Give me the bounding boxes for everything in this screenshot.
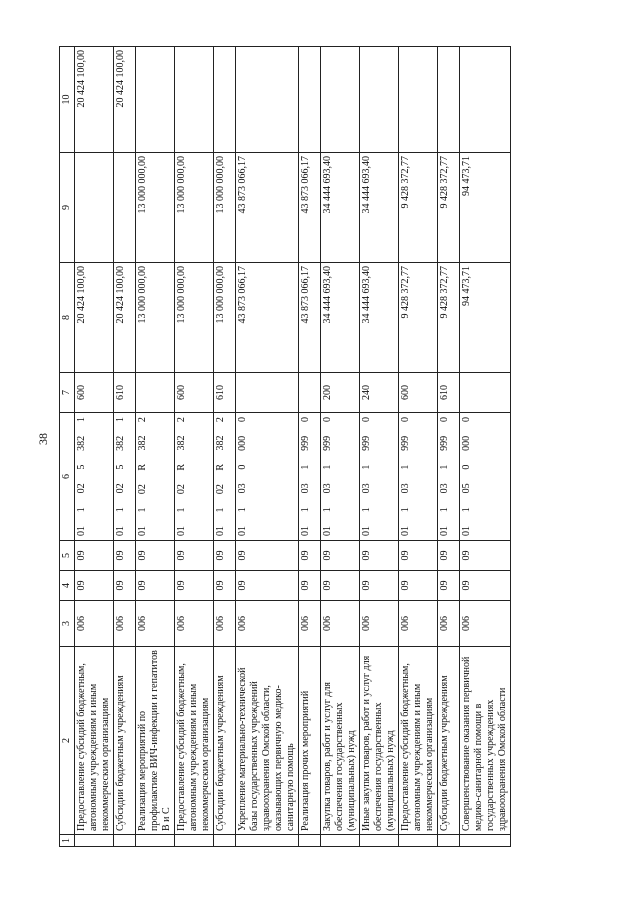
cell-amount-total: 43 873 066,17 <box>299 263 321 373</box>
target-article-code <box>439 416 451 537</box>
code-part: 03 <box>439 483 450 494</box>
code-part: 03 <box>322 483 333 494</box>
cell-amount-total: 20 424 100,00 <box>75 263 114 373</box>
cell-subsection: 09 <box>136 541 175 571</box>
cell-col1 <box>236 835 299 847</box>
code-part: 03 <box>300 483 311 494</box>
target-article-code <box>76 416 88 537</box>
cell-expense-type: 240 <box>360 373 399 413</box>
column-header: 5 <box>60 541 75 571</box>
code-part: 382 <box>115 435 126 451</box>
column-header: 7 <box>60 373 75 413</box>
cell-amount-col10 <box>175 47 214 153</box>
cell-code: 006 <box>321 601 360 647</box>
cell-amount-col10 <box>460 47 511 153</box>
code-part: 2 <box>215 417 226 423</box>
cell-col1 <box>360 835 399 847</box>
cell-section: 09 <box>460 571 511 601</box>
cell-subsection: 09 <box>321 541 360 571</box>
cell-amount-col10 <box>438 47 460 153</box>
cell-section: 09 <box>360 571 399 601</box>
code-part: 1 <box>300 507 311 513</box>
code-part: 1 <box>237 507 248 513</box>
cell-amount-col9: 43 873 066,17 <box>299 153 321 263</box>
code-part: 382 <box>76 435 87 451</box>
table-row <box>114 47 136 847</box>
column-header: 4 <box>60 571 75 601</box>
cell-subsection: 09 <box>236 541 299 571</box>
cell-expense-type <box>460 373 511 413</box>
cell-name: Субсидии бюджетным учреждениям <box>114 647 136 835</box>
cell-amount-total: 13 000 000,00 <box>136 263 175 373</box>
cell-section: 09 <box>299 571 321 601</box>
code-part: 0 <box>461 417 472 423</box>
cell-expense-type <box>299 373 321 413</box>
code-part: 1 <box>361 464 372 470</box>
code-part: 0 <box>322 417 333 423</box>
cell-amount-col9: 9 428 372,77 <box>438 153 460 263</box>
code-part: 01 <box>461 526 472 536</box>
code-part: R <box>215 463 226 471</box>
cell-amount-col9: 43 873 066,17 <box>236 153 299 263</box>
cell-col1 <box>399 835 438 847</box>
code-part: R <box>137 463 148 471</box>
cell-section: 09 <box>321 571 360 601</box>
code-part: 03 <box>361 483 372 494</box>
target-article-code <box>137 416 149 537</box>
table-row <box>214 47 236 847</box>
cell-expense-type <box>236 373 299 413</box>
cell-target-article <box>75 413 114 541</box>
code-part: 1 <box>361 507 372 513</box>
target-article-code <box>115 416 127 537</box>
code-part: 0 <box>461 464 472 470</box>
cell-amount-total: 13 000 000,00 <box>214 263 236 373</box>
cell-subsection: 09 <box>114 541 136 571</box>
code-part: 1 <box>76 507 87 513</box>
target-article-code <box>300 416 312 537</box>
code-part: 02 <box>176 484 187 495</box>
cell-name: Субсидии бюджетным учреждениям <box>214 647 236 835</box>
code-part: 01 <box>322 526 333 536</box>
cell-target-article <box>360 413 399 541</box>
cell-section: 09 <box>75 571 114 601</box>
table-row <box>175 47 214 847</box>
table-row <box>438 47 460 847</box>
cell-expense-type: 600 <box>75 373 114 413</box>
cell-target-article <box>399 413 438 541</box>
cell-amount-total: 34 444 693,40 <box>360 263 399 373</box>
table-row <box>75 47 114 847</box>
cell-amount-col10 <box>299 47 321 153</box>
code-part: 382 <box>137 435 148 451</box>
cell-section: 09 <box>399 571 438 601</box>
cell-code: 006 <box>236 601 299 647</box>
cell-expense-type: 200 <box>321 373 360 413</box>
cell-amount-total: 20 424 100,00 <box>114 263 136 373</box>
cell-amount-total: 94 473,71 <box>460 263 511 373</box>
cell-expense-type: 600 <box>399 373 438 413</box>
code-part: 03 <box>400 483 411 494</box>
cell-name: Реализация прочих мероприятий <box>299 647 321 835</box>
column-header: 10 <box>60 47 75 153</box>
cell-code: 006 <box>399 601 438 647</box>
cell-amount-col9 <box>75 153 114 263</box>
code-part: 000 <box>461 435 472 451</box>
column-header: 6 <box>60 413 75 541</box>
code-part: 01 <box>76 526 87 536</box>
table-row <box>460 47 511 847</box>
cell-subsection: 09 <box>214 541 236 571</box>
cell-code: 006 <box>114 601 136 647</box>
code-part: 1 <box>137 507 148 513</box>
cell-name: Иные закупки товаров, работ и услуг для обеспечения государственных (муниципальных) нужд <box>360 647 399 835</box>
code-part: 05 <box>461 483 472 494</box>
cell-amount-col10 <box>136 47 175 153</box>
column-header: 1 <box>60 835 75 847</box>
cell-name: Предоставление субсидий бюджетным, автономным учреждениям и иным некоммерческим организациям <box>175 647 214 835</box>
cell-subsection: 09 <box>360 541 399 571</box>
code-part: 01 <box>215 526 226 536</box>
cell-subsection: 09 <box>438 541 460 571</box>
cell-name: Укрепление материально-технической базы государственных учреждений здравоохранения Омской области, оказывающих первичную медико-санитарную помощь <box>236 647 299 835</box>
code-part: 01 <box>361 526 372 536</box>
cell-code: 006 <box>360 601 399 647</box>
code-part: 999 <box>300 435 311 451</box>
cell-name: Совершенствование оказания первичной медико-санитарной помощи в государственных учреждениях здравоохранения Омской области <box>460 647 511 835</box>
code-part: 382 <box>176 435 187 451</box>
cell-amount-col9: 13 000 000,00 <box>136 153 175 263</box>
cell-amount-col10 <box>214 47 236 153</box>
cell-target-article <box>214 413 236 541</box>
target-article-code <box>322 416 334 537</box>
code-part: 1 <box>215 507 226 513</box>
cell-amount-col9 <box>114 153 136 263</box>
cell-amount-col9: 13 000 000,00 <box>175 153 214 263</box>
table-row <box>136 47 175 847</box>
target-article-code <box>215 416 227 537</box>
code-part: 1 <box>439 507 450 513</box>
code-part: 5 <box>76 464 87 470</box>
code-part: 01 <box>115 526 126 536</box>
cell-section: 09 <box>114 571 136 601</box>
cell-name: Реализация мероприятий по профилактике ВИЧ-инфекции и гепатитов В и С <box>136 647 175 835</box>
table-row <box>299 47 321 847</box>
cell-expense-type: 610 <box>214 373 236 413</box>
cell-amount-col9: 34 444 693,40 <box>321 153 360 263</box>
target-article-code <box>461 416 473 537</box>
cell-col1 <box>75 835 114 847</box>
target-article-code <box>400 416 412 537</box>
cell-expense-type: 610 <box>438 373 460 413</box>
cell-amount-col10 <box>399 47 438 153</box>
code-part: 1 <box>400 464 411 470</box>
code-part: 01 <box>237 526 248 536</box>
cell-name: Предоставление субсидий бюджетным, автономным учреждениям и иным некоммерческим организациям <box>399 647 438 835</box>
cell-col1 <box>460 835 511 847</box>
cell-amount-col9: 94 473,71 <box>460 153 511 263</box>
cell-section: 09 <box>214 571 236 601</box>
code-part: 02 <box>115 483 126 494</box>
cell-col1 <box>299 835 321 847</box>
cell-code: 006 <box>438 601 460 647</box>
column-header: 2 <box>60 647 75 835</box>
column-header: 3 <box>60 601 75 647</box>
cell-expense-type <box>136 373 175 413</box>
code-part: 0 <box>400 417 411 423</box>
code-part: 0 <box>361 417 372 423</box>
cell-amount-col10 <box>360 47 399 153</box>
cell-target-article <box>299 413 321 541</box>
cell-code: 006 <box>175 601 214 647</box>
code-part: 5 <box>115 464 126 470</box>
cell-amount-col10: 20 424 100,00 <box>75 47 114 153</box>
cell-col1 <box>114 835 136 847</box>
cell-section: 09 <box>438 571 460 601</box>
column-header: 9 <box>60 153 75 263</box>
cell-col1 <box>136 835 175 847</box>
code-part: R <box>176 463 187 471</box>
code-part: 999 <box>439 435 450 451</box>
table-row <box>399 47 438 847</box>
code-part: 999 <box>400 435 411 451</box>
code-part: 999 <box>322 435 333 451</box>
cell-code: 006 <box>460 601 511 647</box>
code-part: 382 <box>215 435 226 451</box>
cell-target-article <box>236 413 299 541</box>
cell-section: 09 <box>236 571 299 601</box>
cell-section: 09 <box>175 571 214 601</box>
cell-amount-total: 13 000 000,00 <box>175 263 214 373</box>
table-row <box>321 47 360 847</box>
cell-subsection: 09 <box>399 541 438 571</box>
cell-col1 <box>321 835 360 847</box>
header-row <box>60 47 75 847</box>
code-part: 01 <box>400 526 411 536</box>
code-part: 1 <box>115 507 126 513</box>
code-part: 2 <box>176 417 187 423</box>
table-row <box>236 47 299 847</box>
code-part: 1 <box>76 417 87 423</box>
cell-amount-col10 <box>236 47 299 153</box>
cell-code: 006 <box>136 601 175 647</box>
cell-name: Субсидии бюджетным учреждениям <box>438 647 460 835</box>
code-part: 1 <box>439 464 450 470</box>
cell-target-article <box>321 413 360 541</box>
cell-target-article <box>438 413 460 541</box>
code-part: 1 <box>461 507 472 513</box>
target-article-code <box>176 416 188 537</box>
code-part: 01 <box>439 526 450 536</box>
code-part: 01 <box>176 526 187 536</box>
cell-amount-col9: 9 428 372,77 <box>399 153 438 263</box>
cell-subsection: 09 <box>299 541 321 571</box>
cell-target-article <box>460 413 511 541</box>
cell-target-article <box>175 413 214 541</box>
cell-amount-col10: 20 424 100,00 <box>114 47 136 153</box>
code-part: 02 <box>215 484 226 495</box>
cell-amount-col9: 13 000 000,00 <box>214 153 236 263</box>
budget-table <box>59 46 511 847</box>
cell-amount-total: 34 444 693,40 <box>321 263 360 373</box>
table-row <box>360 47 399 847</box>
code-part: 0 <box>300 417 311 423</box>
code-part: 1 <box>115 417 126 423</box>
code-part: 999 <box>361 435 372 451</box>
code-part: 1 <box>322 507 333 513</box>
cell-section: 09 <box>136 571 175 601</box>
code-part: 0 <box>439 417 450 423</box>
cell-expense-type: 610 <box>114 373 136 413</box>
column-header: 8 <box>60 263 75 373</box>
code-part: 1 <box>300 464 311 470</box>
code-part: 03 <box>237 483 248 494</box>
cell-col1 <box>214 835 236 847</box>
code-part: 0 <box>237 417 248 423</box>
page-number: 38 <box>36 433 50 445</box>
cell-subsection: 09 <box>175 541 214 571</box>
cell-name: Закупка товаров, работ и услуг для обеспечения государственных (муниципальных) нужд <box>321 647 360 835</box>
target-article-code <box>361 416 373 537</box>
cell-target-article <box>136 413 175 541</box>
code-part: 02 <box>76 483 87 494</box>
cell-amount-col9: 34 444 693,40 <box>360 153 399 263</box>
cell-col1 <box>175 835 214 847</box>
cell-code: 006 <box>75 601 114 647</box>
cell-name: Предоставление субсидий бюджетным, автономным учреждениям и иным некоммерческим организациям <box>75 647 114 835</box>
code-part: 01 <box>137 526 148 536</box>
code-part: 1 <box>176 507 187 513</box>
target-article-code <box>237 416 249 537</box>
cell-amount-total: 9 428 372,77 <box>399 263 438 373</box>
cell-col1 <box>438 835 460 847</box>
code-part: 2 <box>137 417 148 423</box>
cell-code: 006 <box>299 601 321 647</box>
rotated-table-container <box>59 47 594 847</box>
code-part: 02 <box>137 484 148 495</box>
code-part: 0 <box>237 464 248 470</box>
cell-expense-type: 600 <box>175 373 214 413</box>
cell-target-article <box>114 413 136 541</box>
cell-subsection: 09 <box>75 541 114 571</box>
code-part: 000 <box>237 435 248 451</box>
cell-amount-total: 43 873 066,17 <box>236 263 299 373</box>
cell-amount-total: 9 428 372,77 <box>438 263 460 373</box>
code-part: 1 <box>400 507 411 513</box>
code-part: 01 <box>300 526 311 536</box>
code-part: 1 <box>322 464 333 470</box>
cell-code: 006 <box>214 601 236 647</box>
cell-subsection: 09 <box>460 541 511 571</box>
cell-amount-col10 <box>321 47 360 153</box>
